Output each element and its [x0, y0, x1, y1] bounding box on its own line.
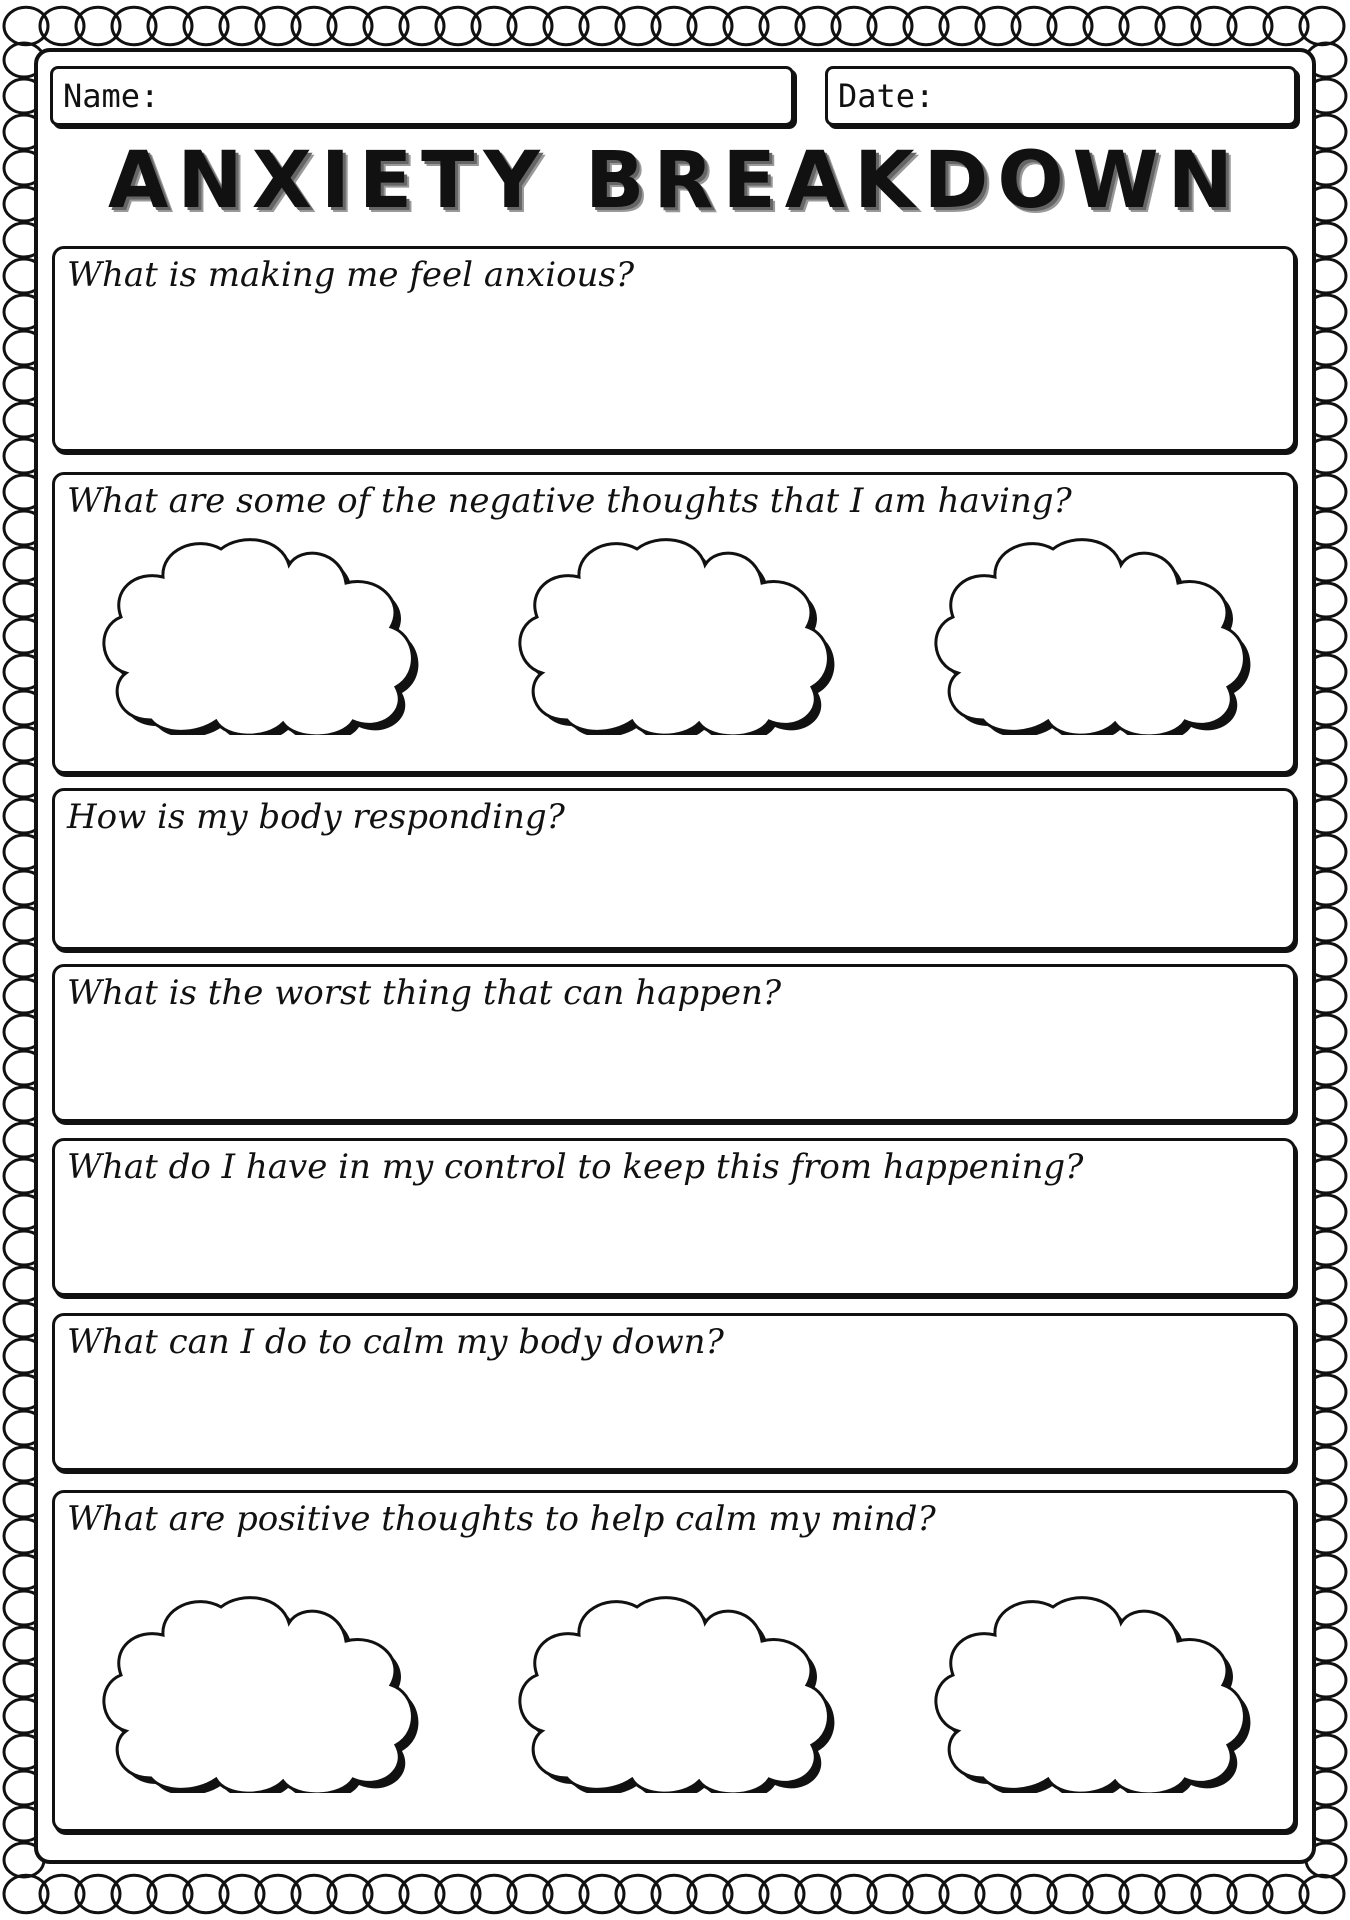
question-text: What is making me feel anxious?	[67, 255, 635, 295]
date-label: Date:	[838, 77, 935, 115]
question-box-calm-body[interactable]	[52, 1313, 1296, 1471]
question-text: What can I do to calm my body down?	[67, 1322, 724, 1362]
thought-cloud-icon[interactable]	[507, 535, 837, 735]
date-field[interactable]	[825, 66, 1297, 126]
name-field[interactable]	[50, 66, 794, 126]
question-box-worst-thing[interactable]	[52, 964, 1296, 1122]
question-box-control[interactable]	[52, 1138, 1296, 1296]
question-box-negative-thoughts[interactable]	[52, 472, 1296, 774]
thought-cloud-icon[interactable]	[91, 1593, 421, 1793]
question-box-anxious[interactable]	[52, 246, 1296, 452]
name-label: Name:	[63, 77, 160, 115]
question-box-body-response[interactable]	[52, 788, 1296, 950]
thought-cloud-icon[interactable]	[923, 1593, 1253, 1793]
question-text: What are positive thoughts to help calm my mind?	[67, 1499, 936, 1539]
thought-cloud-icon[interactable]	[923, 535, 1253, 735]
page-title: ANXIETY BREAKDOWN	[108, 136, 1242, 226]
question-box-positive-thoughts[interactable]	[52, 1490, 1296, 1832]
question-text: How is my body responding?	[67, 797, 565, 837]
thought-cloud-icon[interactable]	[91, 535, 421, 735]
question-text: What is the worst thing that can happen?	[67, 973, 782, 1013]
question-text: What do I have in my control to keep this from happening?	[67, 1147, 1084, 1187]
question-text: What are some of the negative thoughts that I am having?	[67, 481, 1072, 521]
thought-cloud-icon[interactable]	[507, 1593, 837, 1793]
